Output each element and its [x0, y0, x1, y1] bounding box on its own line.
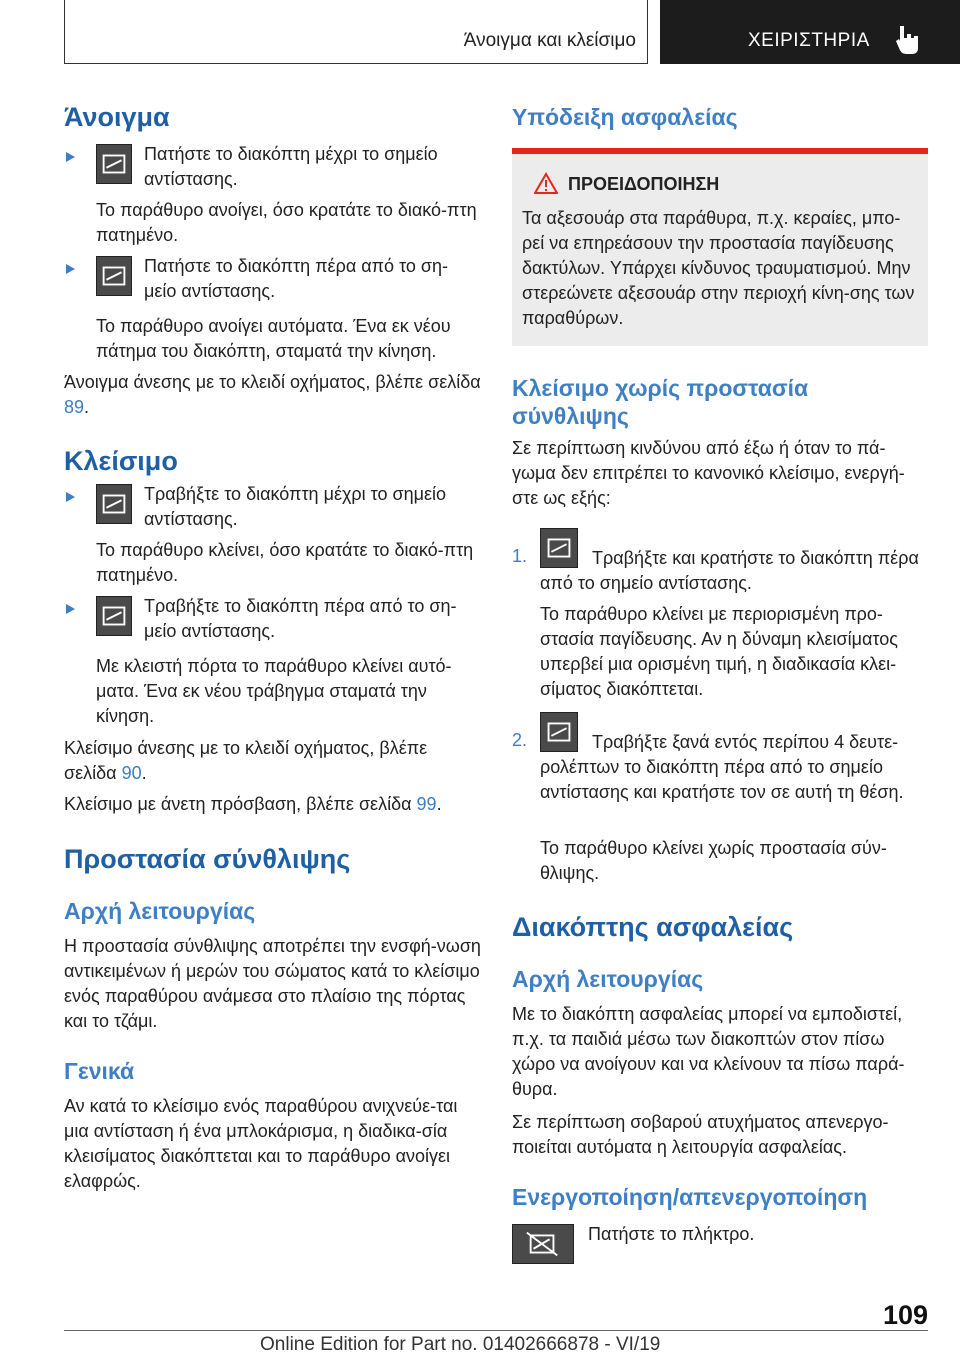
warning-box — [512, 148, 928, 346]
general-title: Γενικά — [64, 1058, 135, 1084]
step-number: 1. — [512, 546, 528, 566]
step1-result: Το παράθυρο κλείνει με περιορισμένη προ-στασία παγίδευσης. Αν η δύναμη κλεισίματος υπερβεί μια ορισμένη τιμή, η διαδικασία κλει-σίματος διακόπτεται. — [540, 604, 898, 699]
no-pinch-intro: Σε περίπτωση κινδύνου από έξω ή όταν το πά-γωμα δεν επιτρέπει το κανονικό κλείσιμο, ενεργή-στε ως εξής: — [512, 438, 905, 508]
step-arrow-icon — [66, 604, 75, 614]
no-pinch-title: Κλείσιμο χωρίς προστασία σύνθλιψης — [512, 375, 809, 429]
footer-divider — [64, 1330, 928, 1331]
header-section-title: Άνοιγμα και κλείσιμο — [463, 30, 636, 51]
close-step1-result: Το παράθυρο κλείνει, όσο κρατάτε το διακό-πτη πατημένο. — [96, 540, 474, 585]
header-tab — [660, 0, 960, 64]
opening-title: Άνοιγμα — [64, 102, 170, 132]
window-switch-icon — [96, 144, 132, 184]
safety-principle-text2: Σε περίπτωση σοβαρού ατυχήματος απενεργο-ποιείται αυτόματα η λειτουργία ασφαλείας. — [512, 1112, 889, 1157]
safety-principle-title: Αρχή λειτουργίας — [512, 966, 704, 992]
page-number: 109 — [882, 1300, 928, 1330]
close-keyless-text: Κλείσιμο με άνετη πρόσβαση, βλέπε σελίδα 99. — [64, 794, 442, 814]
open-step1: Πατήστε το διακόπτη μέχρι το σημείο αντίστασης. — [144, 144, 438, 189]
window-switch-icon — [96, 484, 132, 524]
header-tab-label: ΧΕΙΡΙΣΤΗΡΙΑ — [748, 30, 870, 51]
warning-triangle-icon — [534, 172, 558, 194]
window-switch-icon — [96, 596, 132, 636]
page-link[interactable]: 89 — [64, 397, 85, 417]
open-step2: Πατήστε το διακόπτη πέρα από το ση-μείο αντίστασης. — [144, 256, 449, 301]
open-remote-text: Άνοιγμα άνεσης με το κλειδί οχήματος, βλέπε σελίδα 89. — [64, 372, 481, 417]
principle-title: Αρχή λειτουργίας — [64, 898, 256, 924]
warning-label: ΠΡΟΕΙΔΟΠΟΙΗΣΗ — [568, 174, 720, 194]
close-remote-text: Κλείσιμο άνεσης με το κλειδί οχήματος, βλέπε σελίδα 90. — [64, 738, 428, 783]
step2-text: Τραβήξτε ξανά εντός περίπου 4 δευτε-ρολέπτων το διακόπτη πέρα από το σημείο αντίστασης και κρατήστε τον σε αυτή τη θέση. — [540, 732, 904, 802]
page-link[interactable]: 99 — [416, 794, 437, 814]
close-step1: Τραβήξτε το διακόπτη μέχρι το σημείο αντίστασης. — [144, 484, 447, 529]
safety-principle-text1: Με το διακόπτη ασφαλείας μπορεί να εμποδιστεί, π.χ. τα παιδιά μέσω των διακοπτών στον πίσω χώρο να ανοίγουν και να κλείνουν τα πίσω παρά-θυρα. — [512, 1004, 905, 1099]
safety-title: Υπόδειξη ασφαλείας — [512, 104, 738, 130]
close-step2-result: Με κλειστή πόρτα το παράθυρο κλείνει αυτό-ματα. Ένα εκ νέου τράβηγμα σταματά την κίνηση. — [96, 656, 452, 726]
open-step2-result: Το παράθυρο ανοίγει αυτόματα. Ένα εκ νέου πάτημα του διακόπτη, σταματά την κίνηση. — [96, 316, 451, 361]
warning-text: Τα αξεσουάρ στα παράθυρα, π.χ. κεραίες, μπο-ρεί να επηρεάσουν την προστασία παγίδευσης δακτύλων. Υπάρχει κίνδυνος τραυματισμού. Μην στερεώνετε αξεσουάρ στην περιοχή κίνη-σης των παραθύρων. — [522, 208, 915, 328]
open-step1-result: Το παράθυρο ανοίγει, όσο κρατάτε το διακό-πτη πατημένο. — [96, 200, 477, 245]
toggle-title: Ενεργοποίηση/απενεργοποίηση — [512, 1184, 868, 1210]
close-step2: Τραβήξτε το διακόπτη πέρα από το ση-μείο αντίστασης. — [144, 596, 457, 641]
principle-text: Η προστασία σύνθλιψης αποτρέπει την ενσφή-νωση αντικειμένων ή μερών του σώματος κατά το κλείσιμο ενός παραθύρου ανάμεσα στο πλαίσιο της πόρτας και το τζάμι. — [64, 936, 481, 1031]
step1-text: Τραβήξτε και κρατήστε το διακόπτη πέρα από το σημείο αντίστασης. — [540, 548, 919, 593]
hand-pointer-icon — [894, 22, 924, 56]
footer-edition: Online Edition for Part no. 01402666878 - VI/19 — [260, 1334, 661, 1355]
step-arrow-icon — [66, 492, 75, 502]
window-switch-icon — [96, 256, 132, 296]
pinch-protection-title: Προστασία σύνθλιψης — [64, 844, 351, 874]
closing-title: Κλείσιμο — [64, 446, 178, 476]
page-link[interactable]: 90 — [121, 763, 142, 783]
step-arrow-icon — [66, 264, 75, 274]
toggle-text: Πατήστε το πλήκτρο. — [588, 1224, 755, 1244]
step-arrow-icon — [66, 152, 75, 162]
step2-result: Το παράθυρο κλείνει χωρίς προστασία σύν-θλιψης. — [540, 838, 887, 883]
safety-switch-title: Διακόπτης ασφαλείας — [512, 912, 794, 942]
general-text: Αν κατά το κλείσιμο ενός παραθύρου ανιχνεύε-ται μια αντίσταση ή ένα μπλοκάρισμα, η διαδικα-σία κλεισίματος διακόπτεται και το παράθυρο ανοίγει ελαφρώς. — [64, 1096, 458, 1191]
window-lock-button-icon — [512, 1224, 574, 1264]
step-number: 2. — [512, 730, 528, 750]
